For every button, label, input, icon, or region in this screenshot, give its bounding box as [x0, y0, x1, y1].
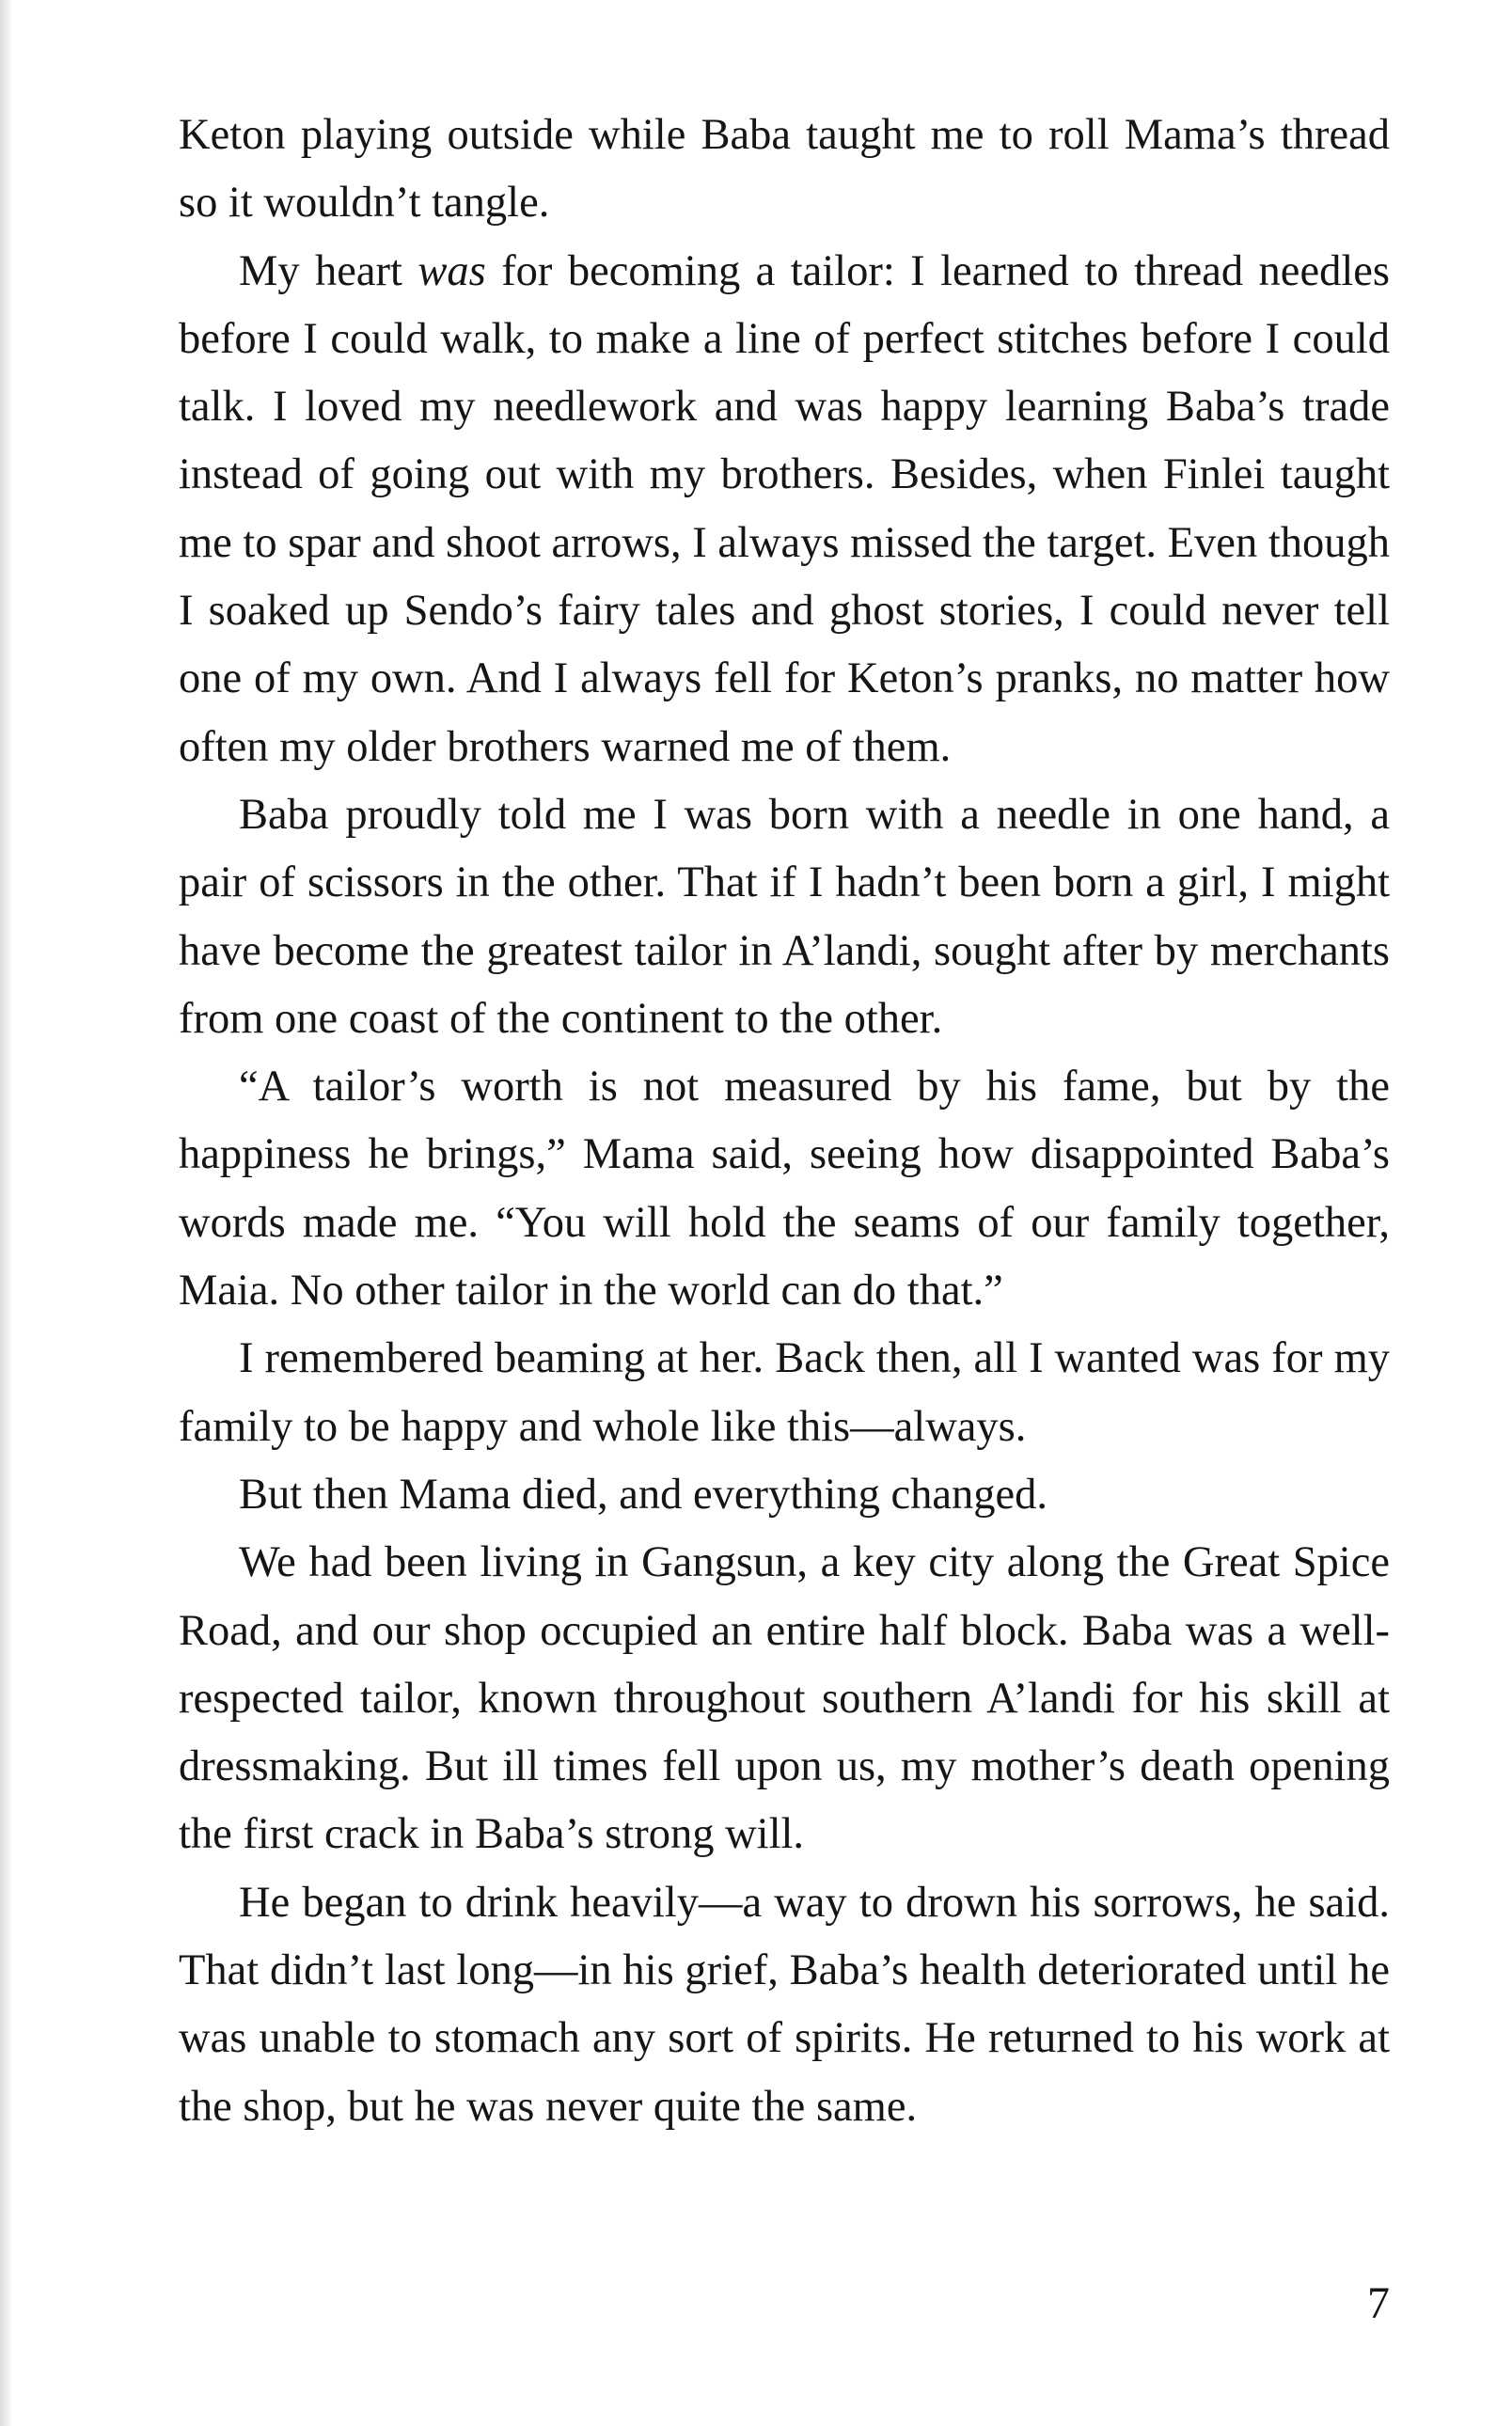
page-number: 7: [1367, 2278, 1390, 2328]
paragraph-1: Keton playing outside while Baba taught me to roll Mama’s thread so it wouldn’t tangle.: [179, 111, 1390, 228]
paragraph-8: He began to drink heavily—a way to drown his sorrows, he said. That didn’t last long—in his grief, Baba’s health deteriorated until he was unable to stomach any sort of spirits. He returned to his work at the shop, but he was never quite the same.: [179, 1878, 1390, 2131]
paragraph-4: “A tailor’s worth is not measured by his fame, but by the happiness he brings,” Mama said, seeing how disappointed Baba’s words made me. “You will hold the seams of our family together, Maia. No other tailor in the world can do that.”: [179, 1063, 1390, 1315]
page-edge-shadow: [0, 0, 13, 2426]
paragraph-3: Baba proudly told me I was born with a needle in one hand, a pair of scissors in the other. That if I hadn’t been born a girl, I might have become the greatest tailor in A’landi, sought after by merchants from one coast of the continent to the other.: [179, 790, 1390, 1043]
body-text: [179, 102, 1390, 2141]
paragraph-7: We had been living in Gangsun, a key city along the Great Spice Road, and our shop occupied an entire half block. Baba was a well-respected tailor, known throughout southern A’landi for his skill at dressmaking. But ill times fell upon us, my mother’s death opening the first crack in Baba’s strong will.: [179, 1538, 1390, 1859]
paragraph-2-rest: for becoming a tailor: I learned to thread needles before I could walk, to make a line of perfect stitches before I could talk. I loved my needlework and was happy learning Baba’s trade instead of going out with my brothers. Besides, when Finlei taught me to spar and shoot arrows, I always missed the target. Even though I soaked up Sendo’s fairy tales and ghost stories, I could never tell one of my own. And I always fell for Keton’s pranks, no matter how often my older brothers warned me of them.: [179, 246, 1390, 771]
paragraph-2: [179, 238, 1390, 781]
paragraph-6: But then Mama died, and everything changed.: [239, 1470, 1048, 1519]
paragraph-2-start: My heart: [239, 246, 418, 295]
paragraph-5: I remembered beaming at her. Back then, all I wanted was for my family to be happy and whole like this—always.: [179, 1334, 1390, 1451]
emphasis-word: was: [417, 246, 486, 295]
